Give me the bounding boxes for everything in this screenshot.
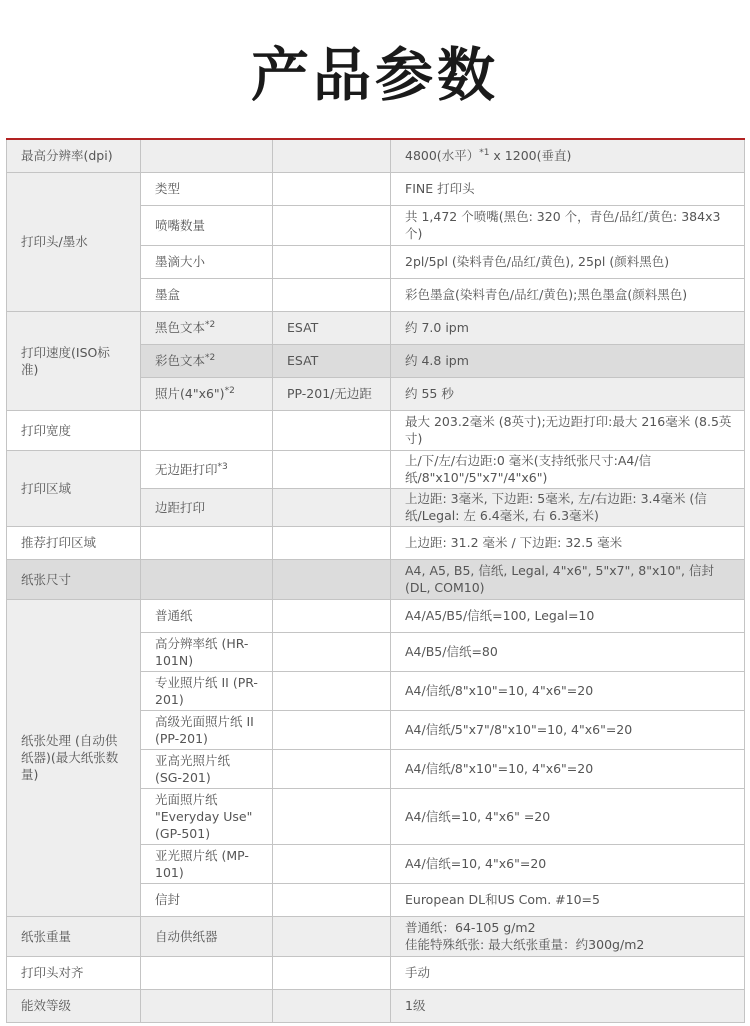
row-label: 打印区域 — [7, 450, 141, 526]
value-cell: 最大 203.2毫米 (8英寸);无边距打印:最大 216毫米 (8.5英寸) — [391, 410, 745, 450]
method-cell — [273, 671, 391, 710]
value-cell: European DL和US Com. #10=5 — [391, 883, 745, 916]
method-cell — [273, 450, 391, 488]
sub-label: 信封 — [141, 883, 273, 916]
method-cell — [273, 916, 391, 956]
row-label: 打印头/墨水 — [7, 172, 141, 311]
method-cell — [273, 632, 391, 671]
method-cell — [273, 410, 391, 450]
value-cell: 普通纸：64-105 g/m2 佳能特殊纸张: 最大纸张重量：约300g/m2 — [391, 916, 745, 956]
value-cell: 2pl/5pl (染料青色/品红/黄色), 25pl (颜料黑色) — [391, 245, 745, 278]
method-cell: ESAT — [273, 311, 391, 344]
method-cell — [273, 488, 391, 526]
sub-cell — [141, 956, 273, 989]
row-label: 纸张重量 — [7, 916, 141, 956]
method-cell — [273, 989, 391, 1022]
value-cell: A4/B5/信纸=80 — [391, 632, 745, 671]
table-row — [7, 172, 745, 205]
value-cell: A4/信纸/8"x10"=10, 4"x6"=20 — [391, 749, 745, 788]
value-cell: 手动 — [391, 956, 745, 989]
value-cell: FINE 打印头 — [391, 172, 745, 205]
method-cell — [273, 883, 391, 916]
value-cell: A4/信纸=10, 4"x6" =20 — [391, 788, 745, 844]
sub-label: 光面照片纸 "Everyday Use" (GP-501) — [141, 788, 273, 844]
sub-cell — [141, 989, 273, 1022]
value-cell: 4800(水平）$^{*1}$ x 1200(垂直) — [391, 139, 745, 172]
footnote-mark: *2 — [224, 385, 235, 396]
table-row — [7, 450, 745, 488]
method-cell — [273, 749, 391, 788]
row-label: 纸张处理 (自动供纸器)(最大纸张数量) — [7, 599, 141, 916]
method-cell — [273, 710, 391, 749]
page-title: 产品参数 — [250, 41, 499, 109]
sub-label: 无边距打印$^{*3}$ — [141, 450, 273, 488]
sub-label: 专业照片纸 II (PR-201) — [141, 671, 273, 710]
value-cell: 上边距: 31.2 毫米 / 下边距: 32.5 毫米 — [391, 526, 745, 559]
value-cell: 彩色墨盒(染料青色/品红/黄色);黑色墨盒(颜料黑色) — [391, 278, 745, 311]
table-row — [7, 599, 745, 632]
table-row — [7, 989, 745, 1022]
value-cell: 上/下/左/右边距:0 毫米(支持纸张尺寸:A4/信纸/8"x10"/5"x7"/4"x6") — [391, 450, 745, 488]
method-cell — [273, 559, 391, 599]
value-cell: 上边距: 3毫米, 下边距: 5毫米, 左/右边距: 3.4毫米 (信纸/Legal: 左 6.4毫米, 右 6.3毫米) — [391, 488, 745, 526]
method-cell — [273, 139, 391, 172]
value-cell: 1级 — [391, 989, 745, 1022]
sub-label: 自动供纸器 — [141, 916, 273, 956]
value-cell: A4/信纸/8"x10"=10, 4"x6"=20 — [391, 671, 745, 710]
sub-label: 墨盒 — [141, 278, 273, 311]
sub-label: 彩色文本$^{*2}$ — [141, 344, 273, 377]
method-cell — [273, 172, 391, 205]
sub-cell — [141, 559, 273, 599]
table-row — [7, 410, 745, 450]
sub-label: 亚光照片纸 (MP-101) — [141, 844, 273, 883]
sub-label: 黑色文本$^{*2}$ — [141, 311, 273, 344]
row-label: 最高分辨率(dpi) — [7, 139, 141, 172]
sub-label: 高级光面照片纸 II (PP-201) — [141, 710, 273, 749]
footnote-mark: *2 — [205, 352, 216, 363]
sub-label: 边距打印 — [141, 488, 273, 526]
value-cell: A4/信纸=10, 4"x6"=20 — [391, 844, 745, 883]
method-cell: PP-201/无边距 — [273, 377, 391, 410]
value-cell: A4/A5/B5/信纸=100, Legal=10 — [391, 599, 745, 632]
value-cell: 约 4.8 ipm — [391, 344, 745, 377]
method-cell — [273, 245, 391, 278]
sub-label: 普通纸 — [141, 599, 273, 632]
row-label: 纸张尺寸 — [7, 559, 141, 599]
footnote-mark: *1 — [479, 148, 490, 159]
footnote-mark: *2 — [205, 319, 216, 330]
spec-table — [6, 138, 745, 1023]
table-row — [7, 311, 745, 344]
method-cell — [273, 844, 391, 883]
table-row — [7, 956, 745, 989]
row-label: 打印宽度 — [7, 410, 141, 450]
method-cell — [273, 956, 391, 989]
sub-label: 照片(4"x6")$^{*2}$ — [141, 377, 273, 410]
row-label: 打印头对齐 — [7, 956, 141, 989]
method-cell: ESAT — [273, 344, 391, 377]
method-cell — [273, 599, 391, 632]
table-row — [7, 139, 745, 172]
method-cell — [273, 788, 391, 844]
value-cell: A4, A5, B5, 信纸, Legal, 4"x6", 5"x7", 8"x10", 信封(DL, COM10) — [391, 559, 745, 599]
method-cell — [273, 526, 391, 559]
sub-cell — [141, 410, 273, 450]
footnote-mark: *3 — [217, 461, 228, 472]
sub-label: 喷嘴数量 — [141, 205, 273, 245]
sub-label: 高分辨率纸 (HR-101N) — [141, 632, 273, 671]
sub-cell — [141, 526, 273, 559]
sub-label: 亚高光照片纸 (SG-201) — [141, 749, 273, 788]
value-cell: A4/信纸/5"x7"/8"x10"=10, 4"x6"=20 — [391, 710, 745, 749]
value-cell: 约 55 秒 — [391, 377, 745, 410]
method-cell — [273, 278, 391, 311]
table-row — [7, 916, 745, 956]
value-cell: 共 1,472 个喷嘴(黑色: 320 个，青色/品红/黄色: 384x3 个) — [391, 205, 745, 245]
row-label: 能效等级 — [7, 989, 141, 1022]
method-cell — [273, 205, 391, 245]
table-row — [7, 559, 745, 599]
table-row — [7, 526, 745, 559]
row-label: 推荐打印区域 — [7, 526, 141, 559]
sub-cell — [141, 139, 273, 172]
value-cell: 约 7.0 ipm — [391, 311, 745, 344]
sub-label: 类型 — [141, 172, 273, 205]
row-label: 打印速度(ISO标准) — [7, 311, 141, 410]
sub-label: 墨滴大小 — [141, 245, 273, 278]
